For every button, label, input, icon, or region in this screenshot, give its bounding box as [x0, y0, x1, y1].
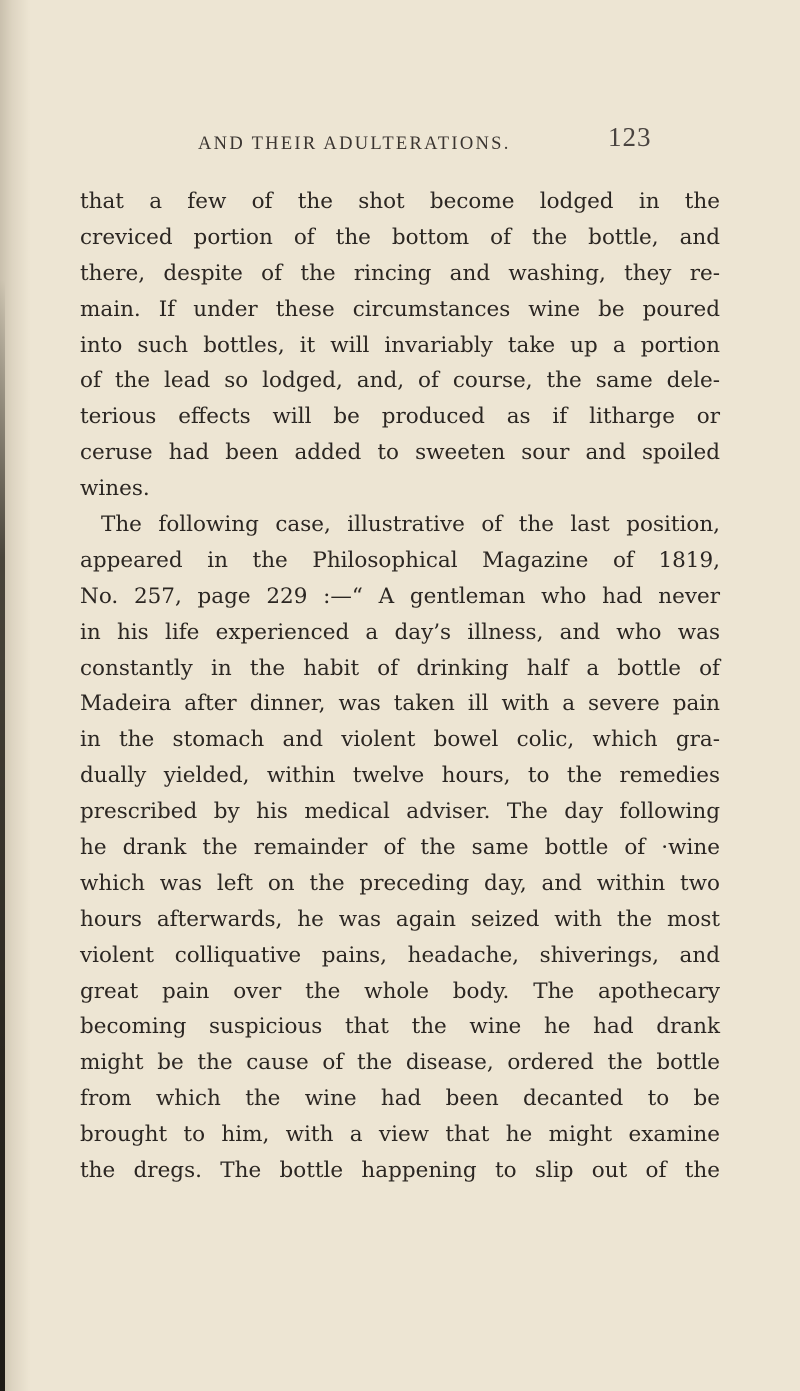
text-line: constantly in the habit of drinking half a bottle of [80, 655, 720, 681]
text-line: No. 257, page 229 :—“ A gentleman who had never [80, 583, 720, 609]
text-line: of the lead so lodged, and, of course, the same dele- [80, 368, 720, 394]
text-line: in the stomach and violent bowel colic, which gra- [80, 727, 720, 753]
text-line: brought to him, with a view that he might examine [80, 1122, 720, 1148]
text-line: which was left on the preceding day, and within two [80, 870, 720, 896]
text-line: hours afterwards, he was again seized with the most [80, 906, 720, 932]
text-line: into such bottles, it will invariably take up a portion [80, 332, 720, 358]
text-line: from which the wine had been decanted to be [80, 1086, 720, 1112]
text-line: becoming suspicious that the wine he had drank [80, 1014, 720, 1040]
text-line: that a few of the shot become lodged in the [80, 189, 720, 214]
running-head [198, 122, 718, 164]
body-text [80, 184, 720, 1189]
text-line: the dregs. The bottle happening to slip out of the [80, 1158, 720, 1184]
text-line: might be the cause of the disease, ordered the bottle [80, 1050, 720, 1076]
text-line: great pain over the whole body. The apothecary [80, 978, 720, 1004]
text-line: dually yielded, within twelve hours, to the remedies [80, 763, 720, 789]
paragraph-end-line: wines. [80, 476, 150, 502]
text-line: in his life experienced a day’s illness, and who was [80, 619, 720, 645]
text-line: creviced portion of the bottom of the bottle, and [80, 224, 720, 250]
running-title: AND THEIR ADULTERATIONS. [198, 134, 511, 154]
book-spine-edge [0, 280, 5, 1391]
text-line: there, despite of the rincing and washing, they re- [80, 260, 720, 286]
text-line: terious effects will be produced as if litharge or [80, 404, 720, 430]
text-line: appeared in the Philosophical Magazine of 1819, [80, 547, 720, 573]
text-line: main. If under these circumstances wine be poured [80, 296, 720, 322]
text-line: violent colliquative pains, headache, shiverings, and [80, 942, 720, 968]
text-line: he drank the remainder of the same bottle of ·wine [80, 835, 720, 861]
text-line: Madeira after dinner, was taken ill with a severe pain [80, 691, 720, 717]
text-line: ceruse had been added to sweeten sour and spoiled [80, 440, 720, 466]
text-line: prescribed by his medical adviser. The day following [80, 799, 720, 825]
page-number: 123 [608, 122, 652, 152]
paragraph-start-line: The following case, illustrative of the last position, [101, 512, 720, 538]
